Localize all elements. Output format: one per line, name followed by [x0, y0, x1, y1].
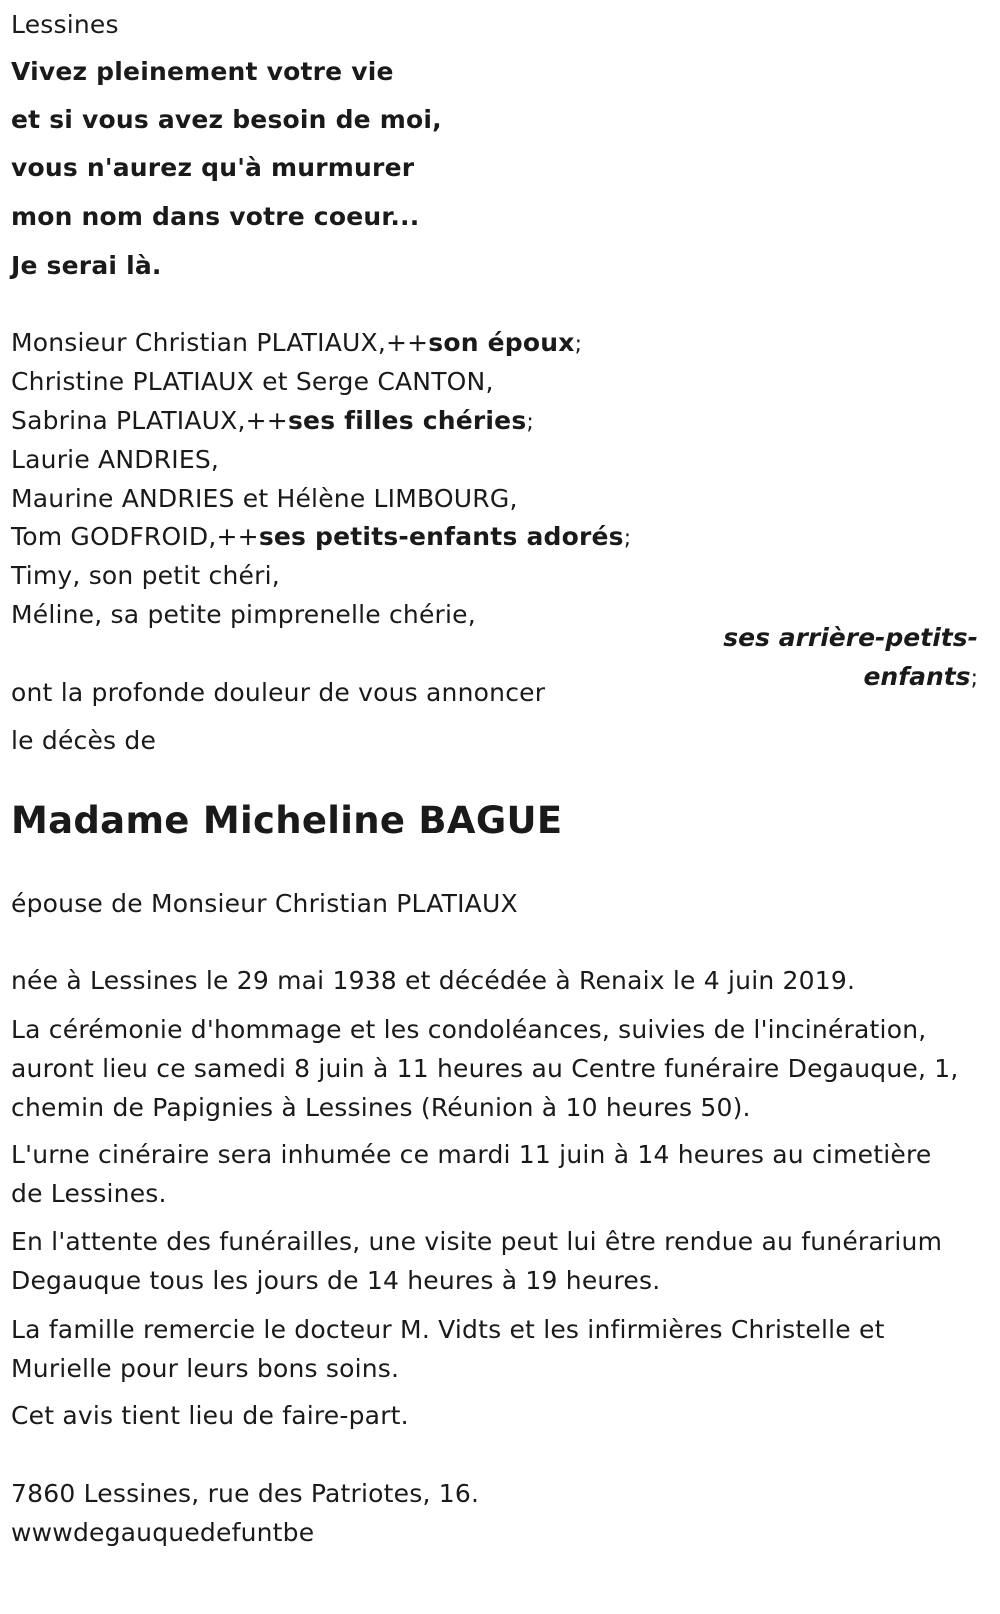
announcement-line: le décès de [11, 726, 157, 755]
website-text: wwwdegauquedefuntbe [11, 1518, 315, 1547]
poem-line: mon nom dans votre coeur... [11, 202, 420, 231]
separator: ; [574, 332, 583, 357]
poem-line: vous n'aurez qu'à murmurer [11, 153, 415, 182]
family-daughter-line [11, 406, 534, 438]
ceremony-text: chemin de Papignies à Lessines (Réunion à 10 heures 50). [11, 1093, 751, 1122]
family-great-grandchild-line: Méline, sa petite pimprenelle chérie, [11, 600, 476, 629]
deceased-name: Madame Micheline BAGUE [11, 799, 563, 842]
grandchildren-role: ses petits-enfants adorés [258, 522, 624, 551]
poem-line: et si vous avez besoin de moi, [11, 105, 442, 134]
great-grandchildren-role: ses arrière-petits- [723, 623, 978, 652]
spouse-role: son époux [428, 328, 575, 357]
family-grandchild-line: Laurie ANDRIES, [11, 445, 220, 474]
family-grandchild-line: Maurine ANDRIES et Hélène LIMBOURG, [11, 484, 518, 513]
family-daughter-line: Christine PLATIAUX et Serge CANTON, [11, 367, 494, 396]
great-grandchildren-role-end: enfants [863, 662, 971, 691]
poem-line: Je serai là. [11, 251, 162, 280]
poem-line: Vivez pleinement votre vie [11, 57, 394, 86]
family-great-grandchild-line: Timy, son petit chéri, [11, 561, 280, 590]
address-text: 7860 Lessines, rue des Patriotes, 16. [11, 1479, 480, 1508]
great-grandchildren-role [863, 662, 978, 694]
separator: ; [623, 526, 632, 551]
urn-text: L'urne cinéraire sera inhumée ce mardi 11 juin à 14 heures au cimetière [11, 1140, 932, 1169]
deceased-spouse-of: épouse de Monsieur Christian PLATIAUX [11, 889, 518, 918]
daughters-role: ses filles chéries [287, 406, 527, 435]
visit-text: En l'attente des funérailles, une visite peut lui être rendue au funérarium [11, 1227, 943, 1256]
thanks-text: Murielle pour leurs bons soins. [11, 1354, 400, 1383]
family-spouse-line [11, 328, 582, 360]
thanks-text: La famille remercie le docteur M. Vidts et les infirmières Christelle et [11, 1315, 885, 1344]
visit-text: Degauque tous les jours de 14 heures à 19 heures. [11, 1266, 661, 1295]
birth-death-text: née à Lessines le 29 mai 1938 et décédée à Renaix le 4 juin 2019. [11, 966, 856, 995]
ceremony-text: La cérémonie d'hommage et les condoléances, suivies de l'incinération, [11, 1015, 927, 1044]
separator: ; [526, 410, 535, 435]
family-grandchild-line [11, 522, 631, 554]
ceremony-text: auront lieu ce samedi 8 juin à 11 heures au Centre funéraire Degauque, 1, [11, 1054, 959, 1083]
notice-text: Cet avis tient lieu de faire-part. [11, 1401, 409, 1430]
town-header: Lessines [11, 10, 119, 39]
daughter-name: Sabrina PLATIAUX,++ [11, 406, 288, 435]
grandchild-name: Tom GODFROID,++ [11, 522, 259, 551]
separator: ; [970, 666, 978, 691]
spouse-name: Monsieur Christian PLATIAUX,++ [11, 328, 429, 357]
announcement-line: ont la profonde douleur de vous annoncer [11, 678, 546, 707]
urn-text: de Lessines. [11, 1179, 167, 1208]
